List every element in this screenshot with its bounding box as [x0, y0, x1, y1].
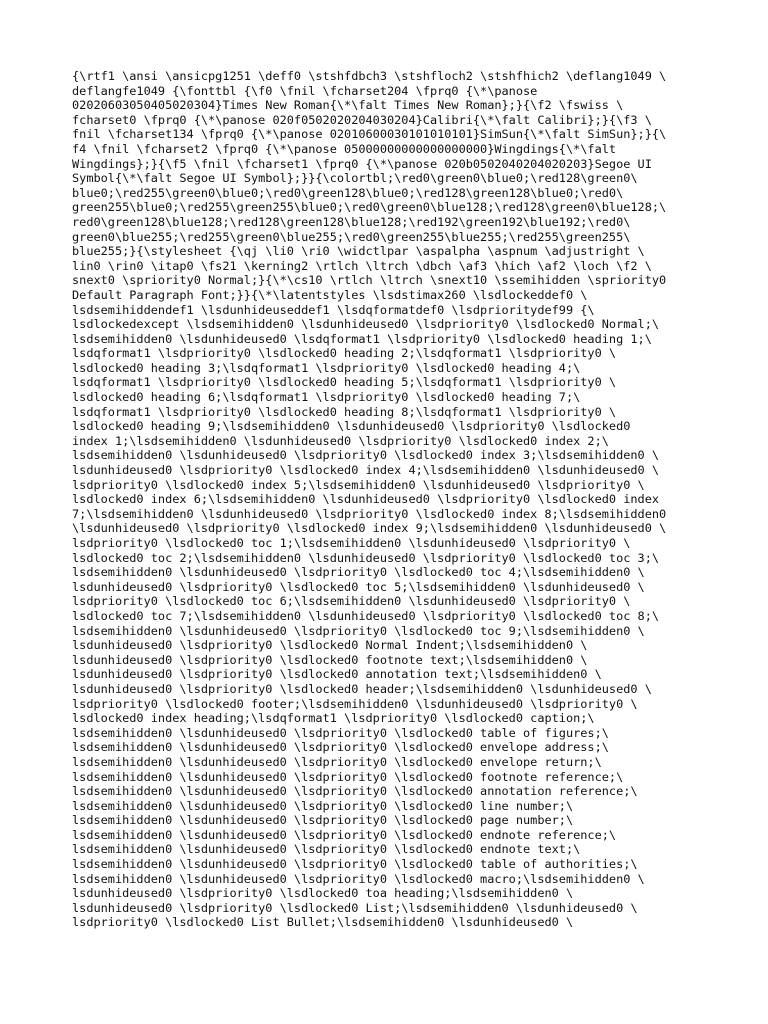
- text-line: lsdqformat1 \lsdpriority0 \lsdlocked0 heading 2;\lsdqformat1 \lsdpriority0 \: [72, 346, 617, 361]
- text-line: lsdunhideused0 \lsdpriority0 \lsdlocked0 annotation text;\lsdsemihidden0 \: [72, 667, 602, 682]
- text-line: lsdlocked0 toc 7;\lsdsemihidden0 \lsdunhideused0 \lsdpriority0 \lsdlocked0 toc 8;\: [72, 608, 660, 623]
- text-line: blue255;}{\stylesheet {\qj \li0 \ri0 \widctlpar \aspalpha \aspnum \adjustright \: [72, 244, 645, 259]
- text-line: fcharset0 \fprq0 {\*\panose 020f0502020204030204}Calibri{\*\falt Calibri};}{\f3 \: [72, 112, 652, 127]
- text-line: lsdlocked0 index 6;\lsdsemihidden0 \lsdunhideused0 \lsdpriority0 \lsdlocked0 index: [72, 492, 660, 507]
- text-line: lsdsemihidden0 \lsdunhideused0 \lsdpriority0 \lsdlocked0 toc 9;\lsdsemihidden0 \: [72, 623, 645, 638]
- text-line: Default Paragraph Font;}}{\*\latentstyles \lsdstimax260 \lsdlockeddef0 \: [72, 287, 588, 302]
- text-line: lsdunhideused0 \lsdpriority0 \lsdlocked0 toa heading;\lsdsemihidden0 \: [72, 886, 574, 901]
- text-line: lsdsemihidden0 \lsdunhideused0 \lsdpriority0 \lsdlocked0 endnote text;\: [72, 842, 581, 857]
- text-line: lsdunhideused0 \lsdpriority0 \lsdlocked0 header;\lsdsemihidden0 \lsdunhideused0 \: [72, 681, 652, 696]
- text-line: lsdsemihidden0 \lsdunhideused0 \lsdpriority0 \lsdlocked0 table of figures;\: [72, 725, 609, 740]
- text-line: lsdqformat1 \lsdpriority0 \lsdlocked0 heading 8;\lsdqformat1 \lsdpriority0 \: [72, 404, 617, 419]
- text-line: Wingdings};}{\f5 \fnil \fcharset1 \fprq0 {\*\panose 020b0502040204020203}Segoe UI: [72, 156, 652, 171]
- text-line: lsdsemihidden0 \lsdunhideused0 \lsdpriority0 \lsdlocked0 toc 4;\lsdsemihidden0 \: [72, 565, 645, 580]
- text-line: lin0 \rin0 \itap0 \fs21 \kerning2 \rtlch \ltrch \dbch \af3 \hich \af2 \loch \f2 \: [72, 258, 652, 273]
- text-line: f4 \fnil \fcharset2 \fprq0 {\*\panose 05000000000000000000}Wingdings{\*\falt: [72, 141, 617, 156]
- text-line: lsdlocked0 heading 3;\lsdqformat1 \lsdpriority0 \lsdlocked0 heading 4;\: [72, 360, 581, 375]
- text-line: lsdsemihidden0 \lsdunhideused0 \lsdpriority0 \lsdlocked0 line number;\: [72, 798, 574, 813]
- text-line: index 1;\lsdsemihidden0 \lsdunhideused0 \lsdpriority0 \lsdlocked0 index 2;\: [72, 433, 609, 448]
- text-line: Symbol{\*\falt Segoe UI Symbol};}}{\colortbl;\red0\green0\blue0;\red128\green0\: [72, 171, 638, 186]
- text-line: lsdlocked0 index heading;\lsdqformat1 \lsdpriority0 \lsdlocked0 caption;\: [72, 711, 595, 726]
- text-line: lsdsemihidden0 \lsdunhideused0 \lsdpriority0 \lsdlocked0 annotation reference;\: [72, 784, 638, 799]
- text-line: lsdqformat1 \lsdpriority0 \lsdlocked0 heading 5;\lsdqformat1 \lsdpriority0 \: [72, 375, 617, 390]
- text-line: 02020603050405020304}Times New Roman{\*\falt Times New Roman};}{\f2 \fswiss \: [72, 98, 624, 113]
- text-line: snext0 \spriority0 Normal;}{\*\cs10 \rtlch \ltrch \snext10 \ssemihidden \spriority0: [72, 273, 667, 288]
- text-line: lsdsemihidden0 \lsdunhideused0 \lsdpriority0 \lsdlocked0 endnote reference;\: [72, 827, 617, 842]
- text-line: fnil \fcharset134 \fprq0 {\*\panose 02010600030101010101}SimSun{\*\falt SimSun};}{\: [72, 127, 667, 142]
- text-line: lsdsemihidden0 \lsdunhideused0 \lsdqformat1 \lsdpriority0 \lsdlocked0 heading 1;\: [72, 331, 652, 346]
- text-line: lsdlocked0 toc 2;\lsdsemihidden0 \lsdunhideused0 \lsdpriority0 \lsdlocked0 toc 3;\: [72, 550, 660, 565]
- text-line: green255\blue0;\red255\green255\blue0;\red0\green0\blue128;\red128\green0\blue128;\: [72, 200, 667, 215]
- text-line: lsdunhideused0 \lsdpriority0 \lsdlocked0 List;\lsdsemihidden0 \lsdunhideused0 \: [72, 900, 638, 915]
- text-line: lsdpriority0 \lsdlocked0 index 5;\lsdsemihidden0 \lsdunhideused0 \lsdpriority0 \: [72, 477, 645, 492]
- text-line: lsdsemihidden0 \lsdunhideused0 \lsdpriority0 \lsdlocked0 envelope return;\: [72, 754, 602, 769]
- text-line: \lsdunhideused0 \lsdpriority0 \lsdlocked0 index 9;\lsdsemihidden0 \lsdunhideused0 \: [72, 521, 667, 536]
- rtf-source-text: [72, 69, 712, 930]
- text-line: lsdunhideused0 \lsdpriority0 \lsdlocked0 footnote text;\lsdsemihidden0 \: [72, 652, 588, 667]
- text-line: green0\blue255;\red255\green0\blue255;\red0\green255\blue255;\red255\green255\: [72, 229, 631, 244]
- text-line: red0\green128\blue128;\red128\green128\blue128;\red192\green192\blue192;\red0\: [72, 214, 631, 229]
- text-line: lsdsemihidden0 \lsdunhideused0 \lsdpriority0 \lsdlocked0 envelope address;\: [72, 740, 609, 755]
- text-line: lsdlockedexcept \lsdsemihidden0 \lsdunhideused0 \lsdpriority0 \lsdlocked0 Normal;\: [72, 317, 660, 332]
- text-line: lsdunhideused0 \lsdpriority0 \lsdlocked0 index 4;\lsdsemihidden0 \lsdunhideused0 \: [72, 463, 660, 478]
- text-line: lsdpriority0 \lsdlocked0 toc 1;\lsdsemihidden0 \lsdunhideused0 \lsdpriority0 \: [72, 536, 631, 550]
- text-line: blue0;\red255\green0\blue0;\red0\green128\blue0;\red128\green128\blue0;\red0\: [72, 185, 624, 200]
- text-line: lsdsemihidden0 \lsdunhideused0 \lsdpriority0 \lsdlocked0 macro;\lsdsemihidden0 \: [72, 871, 645, 886]
- text-line: lsdpriority0 \lsdlocked0 List Bullet;\lsdsemihidden0 \lsdunhideused0 \: [72, 915, 574, 930]
- text-line: lsdunhideused0 \lsdpriority0 \lsdlocked0 toc 5;\lsdsemihidden0 \lsdunhideused0 \: [72, 579, 645, 594]
- text-line: lsdsemihidden0 \lsdunhideused0 \lsdpriority0 \lsdlocked0 table of authorities;\: [72, 857, 638, 872]
- text-line: lsdunhideused0 \lsdpriority0 \lsdlocked0 Normal Indent;\lsdsemihidden0 \: [72, 638, 588, 653]
- text-line: lsdsemihidden0 \lsdunhideused0 \lsdpriority0 \lsdlocked0 footnote reference;\: [72, 769, 624, 784]
- text-line: lsdsemihidden0 \lsdunhideused0 \lsdpriority0 \lsdlocked0 index 3;\lsdsemihidden0 \: [72, 448, 660, 463]
- text-line: lsdpriority0 \lsdlocked0 footer;\lsdsemihidden0 \lsdunhideused0 \lsdpriority0 \: [72, 696, 638, 711]
- text-line: lsdsemihiddendef1 \lsdunhideuseddef1 \lsdqformatdef0 \lsdprioritydef99 {\: [72, 302, 595, 317]
- text-line: lsdsemihidden0 \lsdunhideused0 \lsdpriority0 \lsdlocked0 page number;\: [72, 813, 574, 828]
- text-line: lsdlocked0 heading 9;\lsdsemihidden0 \lsdunhideused0 \lsdpriority0 \lsdlocked0: [72, 419, 631, 434]
- text-line: deflangfe1049 {\fonttbl {\f0 \fnil \fcharset204 \fprq0 {\*\panose: [72, 83, 538, 98]
- text-line: {\rtf1 \ansi \ansicpg1251 \deff0 \stshfdbch3 \stshfloch2 \stshfhich2 \deflang1049 \: [72, 69, 667, 83]
- text-line: 7;\lsdsemihidden0 \lsdunhideused0 \lsdpriority0 \lsdlocked0 index 8;\lsdsemihidden0: [72, 506, 667, 521]
- text-line: lsdlocked0 heading 6;\lsdqformat1 \lsdpriority0 \lsdlocked0 heading 7;\: [72, 390, 581, 405]
- text-line: lsdpriority0 \lsdlocked0 toc 6;\lsdsemihidden0 \lsdunhideused0 \lsdpriority0 \: [72, 594, 631, 609]
